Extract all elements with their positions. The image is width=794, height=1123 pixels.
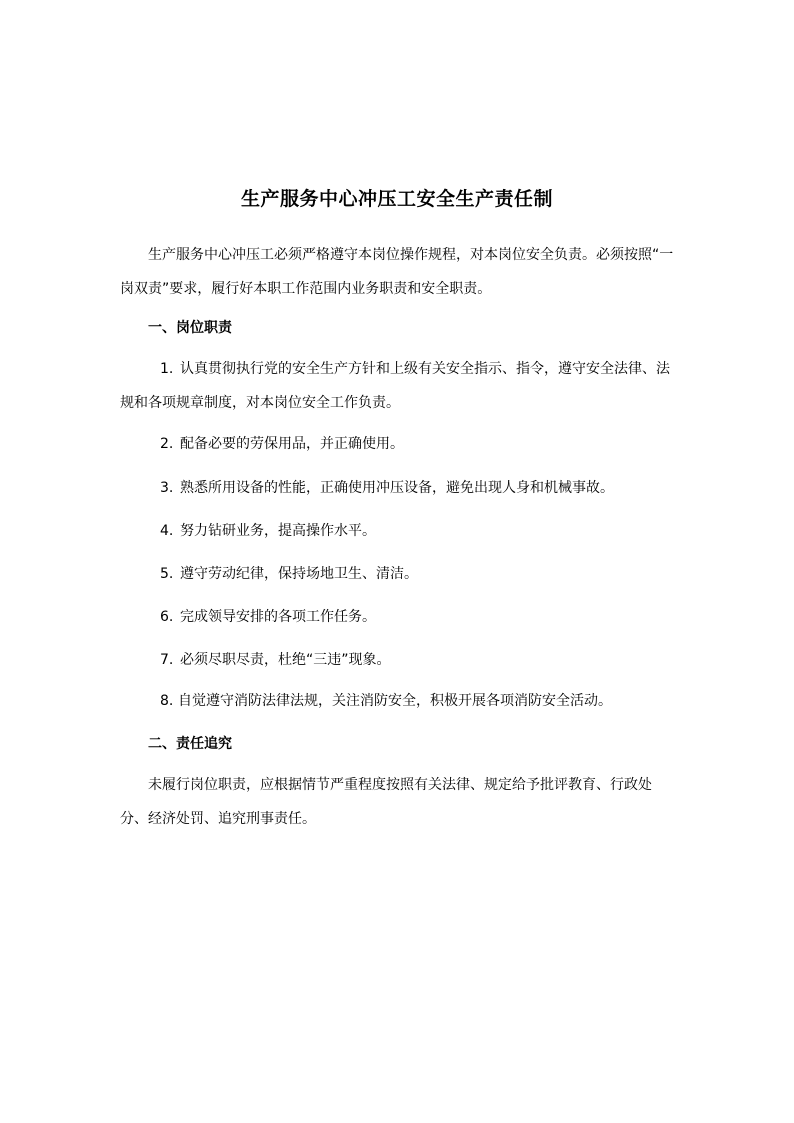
intro-paragraph: 生产服务中心冲压工必须严格遵守本岗位操作规程，对本岗位安全负责。必须按照“一岗双责”要求，履行好本职工作范围内业务职责和安全职责。 [120, 247, 674, 297]
duty-item-3 [120, 471, 676, 505]
duty-item-1 [120, 352, 676, 420]
item-number: 4. [160, 523, 174, 539]
item-text: 遵守劳动纪律，保持场地卫生、清洁。 [180, 566, 418, 582]
duty-item-6 [120, 600, 676, 634]
accountability-paragraph: 未履行岗位职责，应根据情节严重程度按照有关法律、规定给予批评教育、行政处分、经济处罚、追究刑事责任。 [120, 777, 652, 827]
section-heading-duties: 一、岗位职责 [148, 320, 232, 336]
item-text: 熟悉所用设备的性能，正确使用冲压设备，避免出现人身和机械事故。 [180, 480, 614, 496]
item-text: 配备必要的劳保用品，并正确使用。 [180, 436, 404, 452]
item-number: 7. [160, 652, 174, 668]
item-number: 6. [160, 609, 174, 625]
duty-item-2 [120, 427, 676, 461]
item-number: 2. [160, 436, 174, 452]
section-heading-accountability: 二、责任追究 [148, 736, 232, 752]
duty-item-7 [120, 643, 676, 677]
item-text: 努力钻研业务，提高操作水平。 [180, 523, 376, 539]
duty-item-8 [120, 684, 676, 718]
document-title: 生产服务中心冲压工安全生产责任制 [240, 188, 553, 210]
item-text: 自觉遵守消防法律法规，关注消防安全，积极开展各项消防安全活动。 [178, 693, 612, 709]
item-number: 1. [160, 361, 174, 377]
item-number: 3. [160, 480, 174, 496]
item-text: 完成领导安排的各项工作任务。 [180, 609, 376, 625]
duty-item-4 [120, 514, 676, 548]
item-number: 8. [160, 693, 174, 709]
item-text: 认真贯彻执行党的安全生产方针和上级有关安全指示、指令，遵守安全法律、法规和各项规章制度，对本岗位安全工作负责。 [120, 361, 670, 411]
item-number: 5. [160, 566, 174, 582]
duty-item-5 [120, 557, 676, 591]
item-text: 必须尽职尽责，杜绝“三违”现象。 [180, 652, 391, 668]
